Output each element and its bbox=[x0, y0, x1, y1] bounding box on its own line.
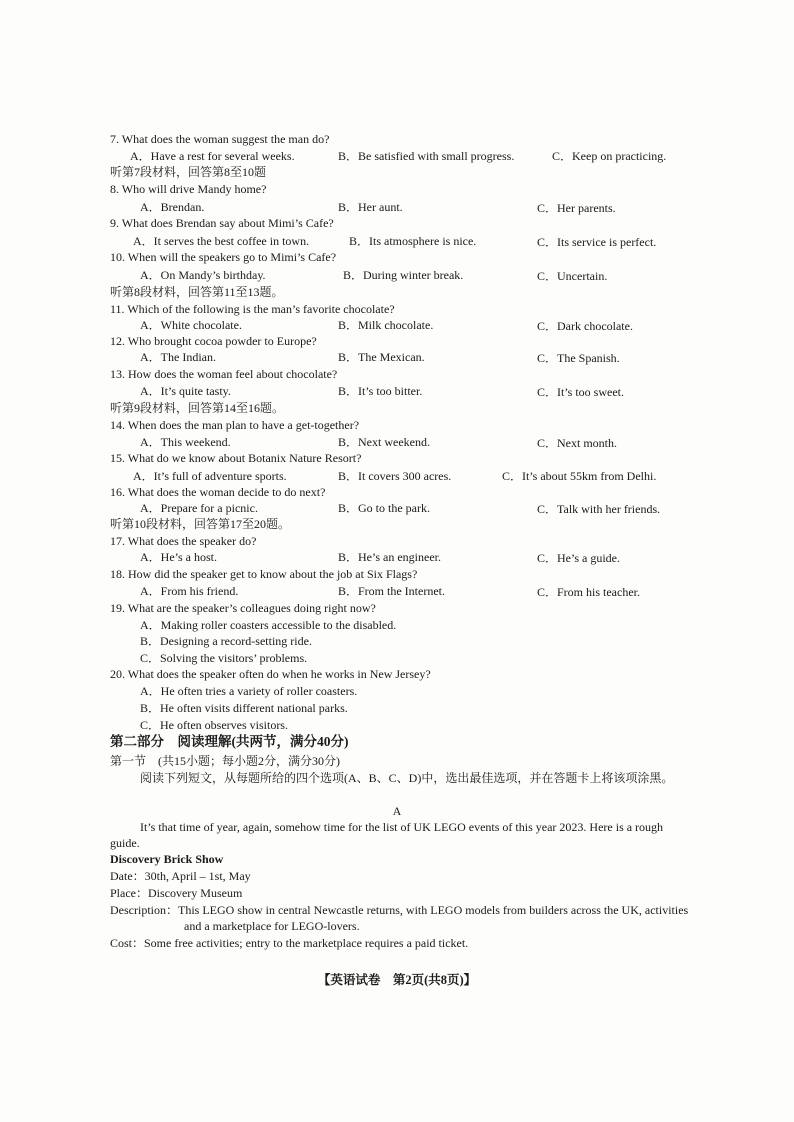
question-12: 12. Who brought cocoa powder to Europe? bbox=[110, 334, 317, 348]
question-15: 15. What do we know about Botanix Nature Resort? bbox=[110, 451, 362, 465]
event-title: Discovery Brick Show bbox=[110, 852, 224, 866]
q10-option-a: A．On Mandy’s birthday. bbox=[140, 268, 266, 282]
q17-option-c: C．He’s a guide. bbox=[537, 551, 620, 565]
passage-label: A bbox=[392, 804, 402, 818]
q18-option-b: B．From the Internet. bbox=[338, 584, 445, 598]
q14-option-a: A．This weekend. bbox=[140, 435, 231, 449]
event-description: Description：This LEGO show in central Newcastle returns, with LEGO models from builders across the UK, activities and a marketplace for LEGO-lovers. bbox=[110, 903, 689, 933]
q15-option-b: B．It covers 300 acres. bbox=[338, 469, 452, 483]
reading-directions: 阅读下列短文，从每题所给的四个选项(A、B、C、D)中，选出最佳选项，并在答题卡上将该项涂黑。 bbox=[140, 771, 674, 785]
q10-option-b: B．During winter break. bbox=[343, 268, 464, 282]
q14-option-b: B．Next weekend. bbox=[338, 435, 430, 449]
q13-option-a: A．It’s quite tasty. bbox=[140, 384, 231, 398]
q20-option-b: B．He often visits different national parks. bbox=[140, 701, 348, 715]
part2-heading: 第二部分 阅读理解(共两节，满分40分) bbox=[110, 734, 349, 749]
q12-option-c: C．The Spanish. bbox=[537, 351, 620, 365]
question-7: 7. What does the woman suggest the man do? bbox=[110, 132, 330, 146]
q9-option-c: C．Its service is perfect. bbox=[537, 235, 657, 249]
event-place: Place：Discovery Museum bbox=[110, 886, 243, 900]
q9-option-a: A．It serves the best coffee in town. bbox=[133, 234, 310, 248]
question-8: 8. Who will drive Mandy home? bbox=[110, 182, 267, 196]
q19-option-b: B．Designing a record-setting ride. bbox=[140, 634, 312, 648]
passage-intro: It’s that time of year, again, somehow time for the list of UK LEGO events of this year 2023. Here is a rough guide. bbox=[110, 820, 664, 850]
q19-option-a: A．Making roller coasters accessible to the disabled. bbox=[140, 618, 397, 632]
q14-option-c: C．Next month. bbox=[537, 436, 617, 450]
question-19: 19. What are the speaker’s colleagues doing right now? bbox=[110, 601, 376, 615]
q11-option-b: B．Milk chocolate. bbox=[338, 318, 434, 332]
q18-option-a: A．From his friend. bbox=[140, 584, 239, 598]
q19-option-c: C．Solving the visitors’ problems. bbox=[140, 651, 308, 665]
q8-option-a: A．Brendan. bbox=[140, 200, 205, 214]
q20-option-c: C．He often observes visitors. bbox=[140, 718, 288, 732]
q13-option-c: C．It’s too sweet. bbox=[537, 385, 624, 399]
q11-option-c: C．Dark chocolate. bbox=[537, 319, 633, 333]
q12-option-b: B．The Mexican. bbox=[338, 350, 425, 364]
event-date: Date：30th, April – 1st, May bbox=[110, 869, 251, 883]
question-13: 13. How does the woman feel about chocolate? bbox=[110, 367, 338, 381]
q13-option-b: B．It’s too bitter. bbox=[338, 384, 423, 398]
q17-option-b: B．He’s an engineer. bbox=[338, 550, 441, 564]
q17-option-a: A．He’s a host. bbox=[140, 550, 217, 564]
q15-option-a: A．It’s full of adventure sports. bbox=[133, 469, 287, 483]
question-14: 14. When does the man plan to have a get-together? bbox=[110, 418, 360, 432]
q18-option-c: C．From his teacher. bbox=[537, 585, 640, 599]
q20-option-a: A．He often tries a variety of roller coasters. bbox=[140, 684, 358, 698]
instruction-material-10: 听第10段材料，回答第17至20题。 bbox=[110, 517, 291, 531]
page-footer: 【英语试卷 第2页(共8页)】 bbox=[317, 973, 477, 987]
instruction-material-9: 听第9段材料，回答第14至16题。 bbox=[110, 401, 285, 415]
q16-option-b: B．Go to the park. bbox=[338, 501, 430, 515]
q10-option-c: C．Uncertain. bbox=[537, 269, 608, 283]
event-cost: Cost：Some free activities; entry to the marketplace requires a paid ticket. bbox=[110, 936, 469, 950]
question-17: 17. What does the speaker do? bbox=[110, 534, 257, 548]
section1-heading: 第一节 (共15小题；每小题2分，满分30分) bbox=[110, 754, 340, 768]
q16-option-a: A．Prepare for a picnic. bbox=[140, 501, 258, 515]
q12-option-a: A．The Indian. bbox=[140, 350, 216, 364]
q9-option-b: B．Its atmosphere is nice. bbox=[349, 234, 477, 248]
question-11: 11. Which of the following is the man’s favorite chocolate? bbox=[110, 302, 395, 316]
question-16: 16. What does the woman decide to do next? bbox=[110, 485, 326, 499]
q7-option-a: A．Have a rest for several weeks. bbox=[130, 149, 295, 163]
q16-option-c: C．Talk with her friends. bbox=[537, 502, 661, 516]
question-10: 10. When will the speakers go to Mimi’s Cafe? bbox=[110, 250, 337, 264]
q15-option-c: C．It’s about 55km from Delhi. bbox=[502, 469, 657, 483]
q8-option-c: C．Her parents. bbox=[537, 201, 616, 215]
question-20: 20. What does the speaker often do when he works in New Jersey? bbox=[110, 667, 431, 681]
q11-option-a: A．White chocolate. bbox=[140, 318, 242, 332]
q7-option-b: B．Be satisfied with small progress. bbox=[338, 149, 515, 163]
q8-option-b: B．Her aunt. bbox=[338, 200, 403, 214]
q7-option-c: C．Keep on practicing. bbox=[552, 149, 667, 163]
question-9: 9. What does Brendan say about Mimi’s Cafe? bbox=[110, 216, 334, 230]
instruction-material-7: 听第7段材料，回答第8至10题 bbox=[110, 165, 267, 179]
instruction-material-8: 听第8段材料，回答第11至13题。 bbox=[110, 285, 284, 299]
question-18: 18. How did the speaker get to know about the job at Six Flags? bbox=[110, 567, 418, 581]
